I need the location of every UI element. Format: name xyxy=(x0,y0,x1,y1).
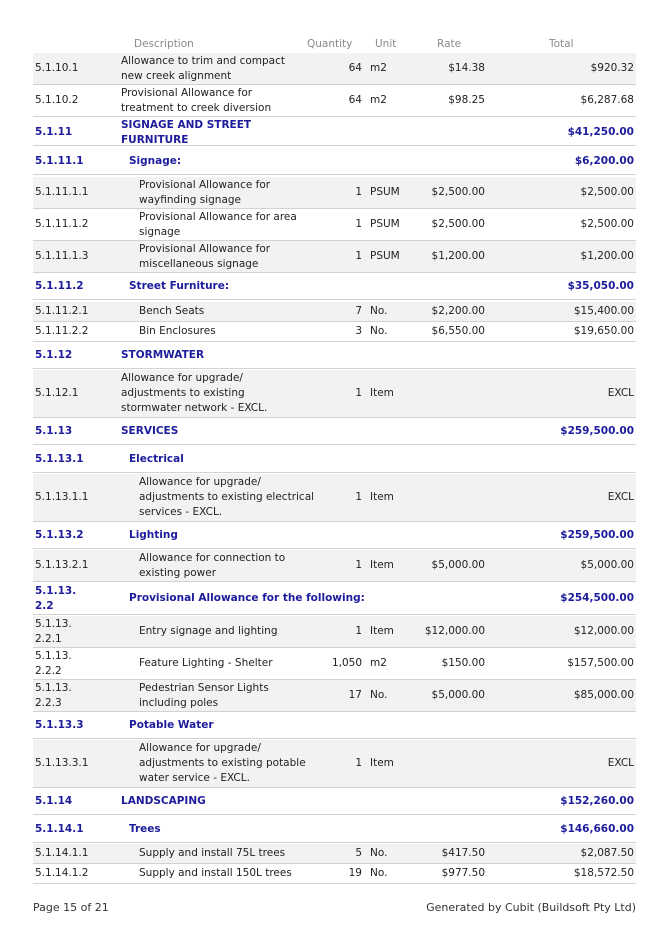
table-row xyxy=(33,53,636,85)
item-unit: No. xyxy=(370,847,388,859)
item-quantity: 1 xyxy=(355,250,362,262)
table-row xyxy=(33,740,636,788)
item-rate: $2,200.00 xyxy=(431,305,485,317)
item-rate xyxy=(413,474,485,521)
item-description: Supply and install 75L trees xyxy=(139,847,286,859)
subsection-total xyxy=(513,447,634,472)
item-code: 5.1.11.2.1 xyxy=(35,305,89,317)
item-total: $2,500.00 xyxy=(580,186,634,198)
item-unit: No. xyxy=(370,867,388,879)
item-rate: $12,000.00 xyxy=(424,625,485,637)
section-heading-row xyxy=(33,343,636,369)
item-rate: $14.38 xyxy=(448,62,485,74)
item-code: 5.1.10.1 xyxy=(35,62,79,74)
item-unit: Item xyxy=(370,757,394,769)
item-code: 5.1.13.3.1 xyxy=(35,757,89,769)
item-rate: $150.00 xyxy=(441,657,485,669)
item-unit: PSUM xyxy=(370,218,400,230)
item-description: Provisional Allowance for wayfinding signage xyxy=(139,178,271,206)
item-rate: $977.50 xyxy=(441,867,485,879)
table-row xyxy=(33,680,636,712)
subsection-total: $259,500.00 xyxy=(560,529,634,541)
item-description: Entry signage and lighting xyxy=(139,625,278,637)
item-total: $920.32 xyxy=(590,62,634,74)
subsection-code: 5.1.13.3 xyxy=(35,719,84,731)
subsection-code: 5.1.11.1 xyxy=(35,155,84,167)
item-rate: $2,500.00 xyxy=(431,218,485,230)
subsection-total: $35,050.00 xyxy=(567,280,634,292)
item-unit: Item xyxy=(370,491,394,503)
section-total xyxy=(513,343,634,368)
section-code: 5.1.13 xyxy=(35,425,73,437)
item-code: 5.1.13.2.2.1 xyxy=(35,617,72,645)
table-row xyxy=(33,177,636,209)
subsection-heading-row xyxy=(33,523,636,549)
subsection-title: Trees xyxy=(129,823,161,835)
subsection-total: $6,200.00 xyxy=(574,155,634,167)
item-description: Pedestrian Sensor Lights including poles xyxy=(139,681,269,709)
item-quantity: 1 xyxy=(355,491,362,503)
item-total: $1,200.00 xyxy=(580,250,634,262)
item-unit: PSUM xyxy=(370,186,400,198)
item-total: EXCL xyxy=(607,387,634,399)
item-description: Allowance for connection to existing power xyxy=(139,551,286,579)
item-unit: Item xyxy=(370,559,394,571)
table-row xyxy=(33,85,636,117)
item-code: 5.1.13.2.2.2 xyxy=(35,649,72,677)
item-total: $18,572.50 xyxy=(573,867,634,879)
item-description: Allowance for upgrade/ adjustments to existing stormwater network - EXCL. xyxy=(121,372,268,414)
item-quantity: 1 xyxy=(355,625,362,637)
item-quantity: 64 xyxy=(348,94,362,106)
item-code: 5.1.14.1.2 xyxy=(35,867,89,879)
page-number: Page 15 of 21 xyxy=(33,901,109,914)
item-total: $19,650.00 xyxy=(573,325,634,337)
item-quantity: 7 xyxy=(355,305,362,317)
item-description: Feature Lighting - Shelter xyxy=(139,657,273,669)
item-rate xyxy=(413,370,485,417)
table-row xyxy=(33,474,636,522)
item-unit: No. xyxy=(370,325,388,337)
item-quantity: 1 xyxy=(355,186,362,198)
subsection-code: 5.1.11.2 xyxy=(35,280,84,292)
section-title: SERVICES xyxy=(121,425,179,437)
item-total: $85,000.00 xyxy=(573,689,634,701)
item-quantity: 1,050 xyxy=(331,657,362,669)
item-code: 5.1.13.2.1 xyxy=(35,559,89,571)
item-description: Allowance to trim and compact new creek alignment xyxy=(121,54,285,82)
item-rate: $5,000.00 xyxy=(431,689,485,701)
section-total: $259,500.00 xyxy=(560,425,634,437)
subsection-title: Street Furniture: xyxy=(129,280,230,292)
item-total: $2,500.00 xyxy=(580,218,634,230)
subsection-heading-row xyxy=(33,274,636,300)
item-unit: No. xyxy=(370,305,388,317)
column-header-total: Total xyxy=(549,38,574,50)
column-header-rate: Rate xyxy=(437,38,462,50)
section-total: $152,260.00 xyxy=(560,795,634,807)
item-code: 5.1.11.1.2 xyxy=(35,218,89,230)
table-row xyxy=(33,322,636,342)
item-total: $15,400.00 xyxy=(573,305,634,317)
subsection-code: 5.1.14.1 xyxy=(35,823,84,835)
item-unit: No. xyxy=(370,689,388,701)
subsection-code: 5.1.13.2.2 xyxy=(35,584,77,612)
item-code: 5.1.10.2 xyxy=(35,94,79,106)
column-header-quantity: Quantity xyxy=(307,38,353,50)
table-row xyxy=(33,209,636,241)
item-quantity: 3 xyxy=(355,325,362,337)
subsection-code: 5.1.13.1 xyxy=(35,453,84,465)
item-unit: Item xyxy=(370,625,394,637)
section-heading-row xyxy=(33,120,636,146)
item-quantity: 1 xyxy=(355,218,362,230)
subsection-heading-row xyxy=(33,447,636,473)
item-description: Supply and install 150L trees xyxy=(139,867,292,879)
table-row xyxy=(33,370,636,418)
section-code: 5.1.12 xyxy=(35,349,73,361)
item-description: Provisional Allowance for treatment to creek diversion xyxy=(121,86,272,114)
subsection-total: $146,660.00 xyxy=(560,823,634,835)
subsection-code: 5.1.13.2 xyxy=(35,529,84,541)
item-unit: m2 xyxy=(370,657,387,669)
item-total: $2,087.50 xyxy=(580,847,634,859)
subsection-total: $254,500.00 xyxy=(560,592,634,604)
item-rate: $2,500.00 xyxy=(431,186,485,198)
item-rate: $1,200.00 xyxy=(431,250,485,262)
item-description: Bench Seats xyxy=(139,305,205,317)
section-heading-row xyxy=(33,789,636,815)
item-quantity: 1 xyxy=(355,559,362,571)
subsection-total xyxy=(513,713,634,738)
item-total: EXCL xyxy=(607,757,634,769)
item-quantity: 64 xyxy=(348,62,362,74)
section-heading-row xyxy=(33,419,636,445)
item-rate: $98.25 xyxy=(448,94,485,106)
section-code: 5.1.14 xyxy=(35,795,73,807)
item-code: 5.1.11.1.3 xyxy=(35,250,89,262)
column-header-description: Description xyxy=(134,38,194,50)
generated-by: Generated by Cubit (Buildsoft Pty Ltd) xyxy=(426,901,636,914)
section-title: SIGNAGE AND STREET FURNITURE xyxy=(121,118,252,146)
subsection-heading-row xyxy=(33,713,636,739)
subsection-title: Electrical xyxy=(129,453,184,465)
item-quantity: 17 xyxy=(348,689,362,701)
table-row xyxy=(33,864,636,884)
item-code: 5.1.11.1.1 xyxy=(35,186,89,198)
section-total: $41,250.00 xyxy=(567,126,634,138)
item-total: $12,000.00 xyxy=(573,625,634,637)
item-code: 5.1.13.2.2.3 xyxy=(35,681,72,709)
section-code: 5.1.11 xyxy=(35,126,73,138)
item-total: $5,000.00 xyxy=(580,559,634,571)
item-code: 5.1.11.2.2 xyxy=(35,325,89,337)
subsection-title: Potable Water xyxy=(129,719,214,731)
section-title: LANDSCAPING xyxy=(121,795,206,807)
item-quantity: 5 xyxy=(355,847,362,859)
item-description: Allowance for upgrade/ adjustments to existing potable water service - EXCL. xyxy=(139,742,306,784)
subsection-title: Lighting xyxy=(129,529,178,541)
item-unit: Item xyxy=(370,387,394,399)
item-description: Provisional Allowance for area signage xyxy=(139,210,297,238)
subsection-title: Signage: xyxy=(129,155,182,167)
item-quantity: 19 xyxy=(348,867,362,879)
item-rate xyxy=(413,740,485,787)
item-unit: m2 xyxy=(370,62,387,74)
item-code: 5.1.13.1.1 xyxy=(35,491,89,503)
table-row xyxy=(33,844,636,864)
item-quantity: 1 xyxy=(355,757,362,769)
item-description: Bin Enclosures xyxy=(139,325,216,337)
item-total: $157,500.00 xyxy=(567,657,634,669)
item-description: Provisional Allowance for miscellaneous signage xyxy=(139,242,271,270)
table-row xyxy=(33,616,636,648)
table-row xyxy=(33,550,636,582)
table-row xyxy=(33,241,636,273)
section-title: STORMWATER xyxy=(121,349,205,361)
subsection-heading-row xyxy=(33,149,636,175)
subsection-title: Provisional Allowance for the following: xyxy=(129,592,365,604)
table-row xyxy=(33,648,636,680)
item-unit: m2 xyxy=(370,94,387,106)
item-code: 5.1.14.1.1 xyxy=(35,847,89,859)
item-quantity: 1 xyxy=(355,387,362,399)
item-total: $6,287.68 xyxy=(580,94,634,106)
subsection-heading-row xyxy=(33,583,636,615)
item-unit: PSUM xyxy=(370,250,400,262)
item-rate: $5,000.00 xyxy=(431,559,485,571)
item-total: EXCL xyxy=(607,491,634,503)
column-header-unit: Unit xyxy=(375,38,397,50)
item-rate: $6,550.00 xyxy=(431,325,485,337)
table-row xyxy=(33,302,636,322)
item-description: Allowance for upgrade/ adjustments to existing electrical services - EXCL. xyxy=(139,476,315,518)
subsection-heading-row xyxy=(33,817,636,843)
item-code: 5.1.12.1 xyxy=(35,387,79,399)
item-rate: $417.50 xyxy=(441,847,485,859)
